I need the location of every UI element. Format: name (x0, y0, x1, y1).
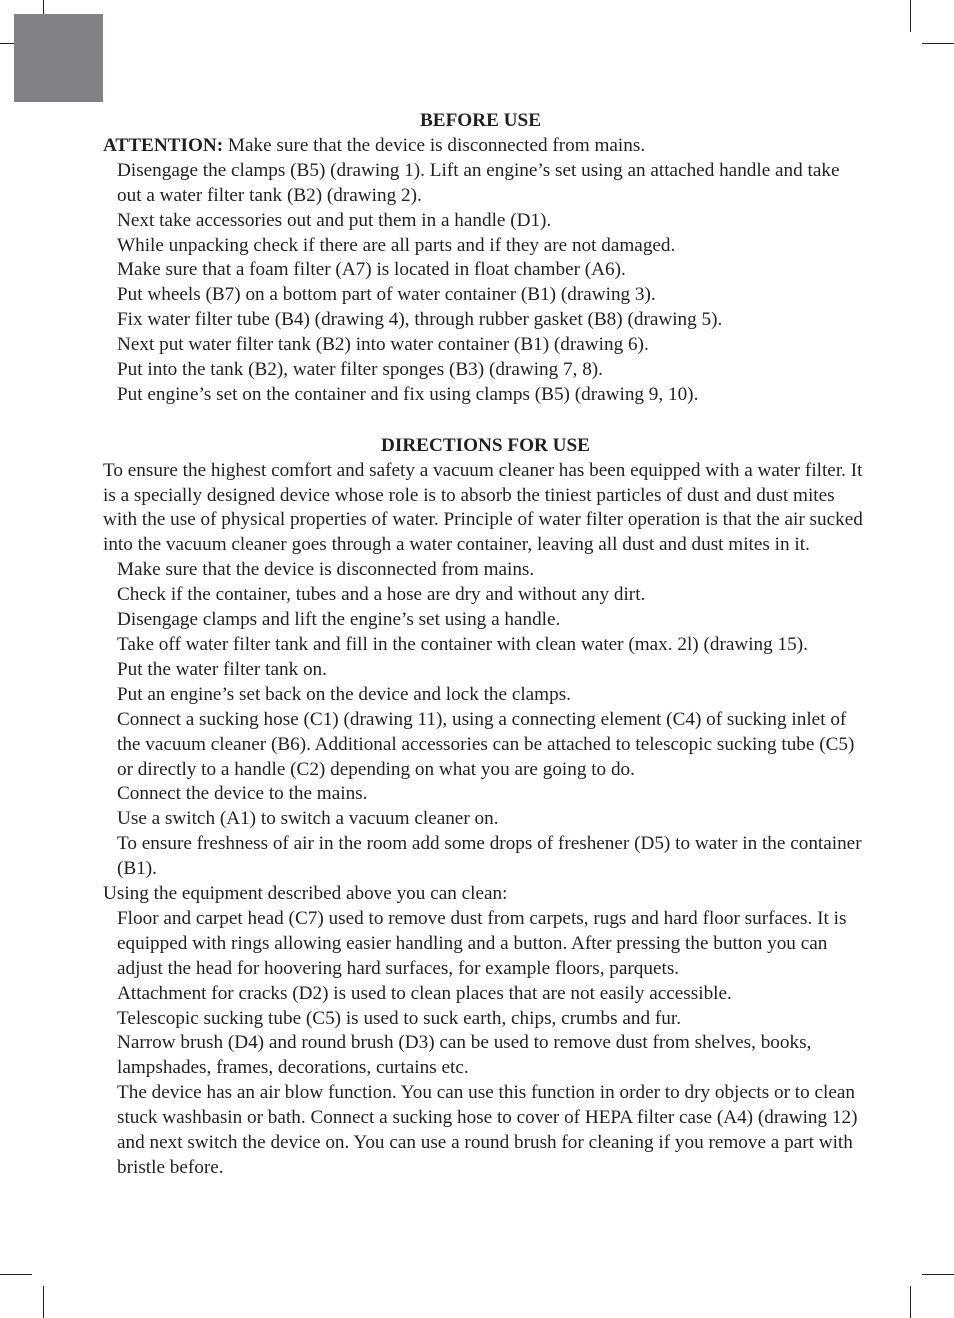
equipment-item: Floor and carpet head (C7) used to remove dust from carpets, rugs and hard floor surfaces. It is equipped with rings allowing easier handling and a button. After pressing the button you can adjust the head for hoovering hard surfaces, for example floors, parquets. (117, 907, 847, 979)
before-use-item: Put engine’s set on the container and fix using clamps (B5) (drawing 9, 10). (117, 383, 699, 405)
section-spacer (103, 408, 868, 433)
before-use-item: Disengage the clamps (B5) (drawing 1). Lift an engine’s set using an attached handle and take out a water filter tank (B2) (drawing 2). (117, 159, 840, 206)
manual-content (103, 108, 868, 1181)
crop-mark-top-right-vertical (910, 0, 911, 32)
directions-intro: To ensure the highest comfort and safety a vacuum cleaner has been equipped with a water filter. It is a specially designed device whose role is to absorb the tiniest particles of dust and dust mites with the use of physical properties of water. Principle of water filter operation is that the air sucked into the vacuum cleaner goes through a water container, leaving all dust and dust mites in it. (103, 459, 863, 556)
before-use-heading: BEFORE USE (419, 110, 542, 131)
crop-mark-bottom-left-horizontal (0, 1274, 32, 1275)
directions-step: Connect a sucking hose (C1) (drawing 11), using a connecting element (C4) of sucking inlet of the vacuum cleaner (B6). Additional accessories can be attached to telescopic sucking tube (C5) or directly to a handle (C2) depending on what you are going to do. (117, 708, 855, 780)
directions-step: To ensure freshness of air in the room add some drops of freshener (D5) to water in the container (B1). (117, 833, 862, 880)
attention-line (103, 134, 868, 159)
before-use-item: Next put water filter tank (B2) into water container (B1) (drawing 6). (117, 334, 649, 356)
page-tab-marker (14, 14, 103, 102)
before-use-item: Make sure that a foam filter (A7) is located in float chamber (A6). (117, 259, 626, 281)
before-use-item: Put wheels (B7) on a bottom part of water container (B1) (drawing 3). (117, 284, 656, 306)
before-use-item: Fix water filter tube (B4) (drawing 4), through rubber gasket (B8) (drawing 5). (117, 309, 723, 331)
directions-step: Make sure that the device is disconnected from mains. (117, 559, 535, 581)
equipment-intro: Using the equipment described above you can clean: (103, 883, 508, 905)
crop-mark-bottom-right-horizontal (922, 1274, 954, 1275)
attention-label: ATTENTION: (103, 134, 224, 156)
directions-step: Disengage clamps and lift the engine’s set using a handle. (117, 609, 561, 631)
directions-step: Check if the container, tubes and a hose are dry and without any dirt. (117, 584, 646, 606)
equipment-item: Telescopic sucking tube (C5) is used to suck earth, chips, crumbs and fur. (117, 1007, 682, 1029)
directions-step: Put the water filter tank on. (117, 658, 327, 680)
equipment-item: Narrow brush (D4) and round brush (D3) can be used to remove dust from shelves, books, lampshades, frames, decorations, curtains etc. (117, 1032, 812, 1079)
attention-text: Make sure that the device is disconnected from mains. (223, 134, 646, 156)
before-use-item: Next take accessories out and put them in a handle (D1). (117, 209, 552, 231)
before-use-item: Put into the tank (B2), water filter sponges (B3) (drawing 7, 8). (117, 359, 603, 381)
before-use-item: While unpacking check if there are all parts and if they are not damaged. (117, 234, 676, 256)
crop-mark-bottom-left-vertical (43, 1286, 44, 1318)
directions-step: Use a switch (A1) to switch a vacuum cleaner on. (117, 808, 499, 830)
directions-heading: DIRECTIONS FOR USE (381, 434, 590, 456)
crop-mark-top-right-horizontal (922, 43, 954, 44)
directions-step: Take off water filter tank and fill in the container with clean water (max. 2l) (drawing 15). (117, 633, 808, 655)
directions-step: Connect the device to the mains. (117, 783, 368, 805)
equipment-item: The device has an air blow function. You can use this function in order to dry objects or to clean stuck washbasin or bath. Connect a sucking hose to cover of HEPA filter case (A4) (drawing 12) and next switch the device on. You can use a round brush for cleaning if you remove a part with bristle before. (117, 1082, 858, 1179)
crop-mark-bottom-right-vertical (910, 1286, 911, 1318)
directions-step: Put an engine’s set back on the device and lock the clamps. (117, 683, 571, 705)
equipment-item: Attachment for cracks (D2) is used to clean places that are not easily accessible. (117, 982, 732, 1004)
